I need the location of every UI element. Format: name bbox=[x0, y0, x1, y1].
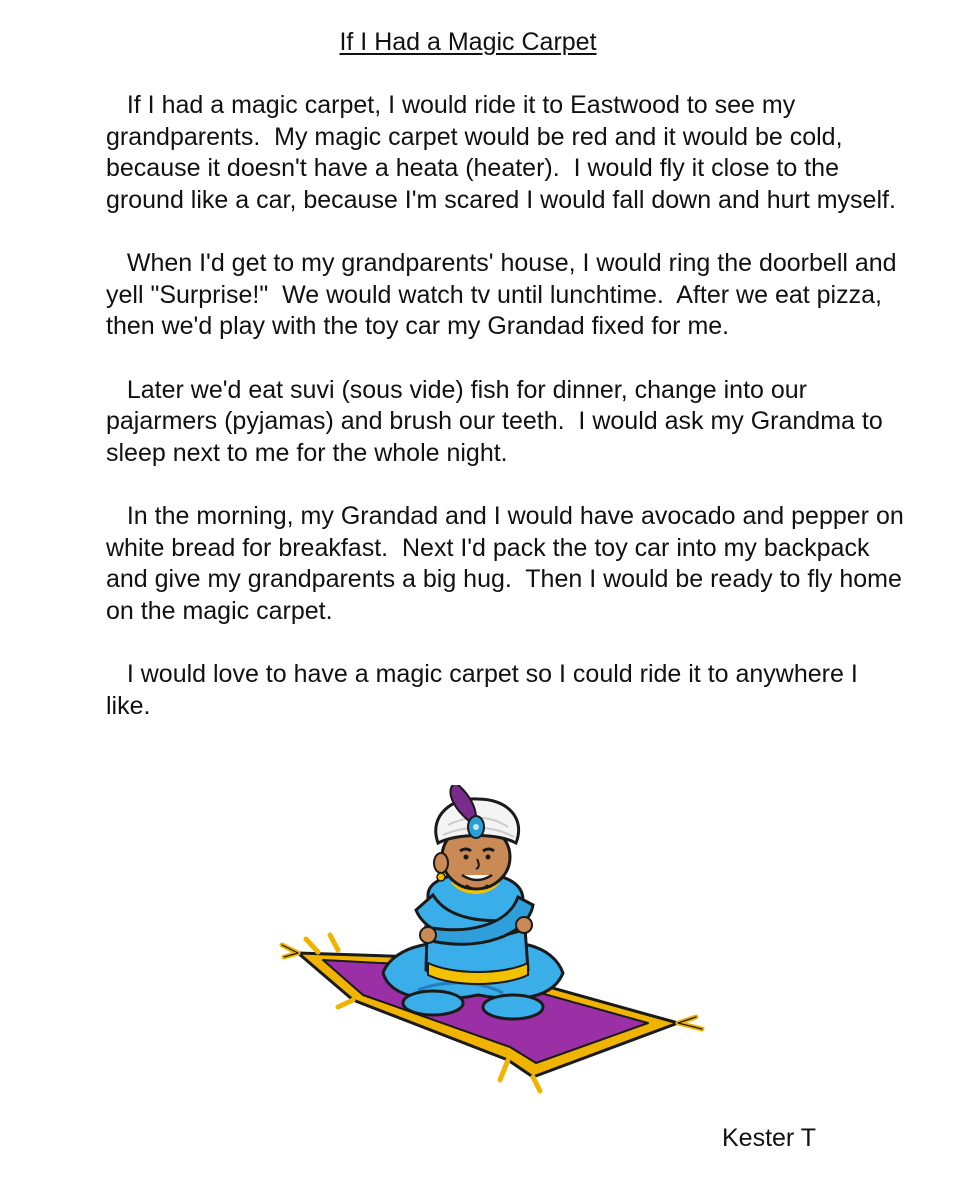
author-signature: Kester T bbox=[722, 1124, 817, 1152]
story-paragraph: If I had a magic carpet, I would ride it to Eastwood to see my grandparents. My magic carpet would be red and it would be cold, because it doesn't have a heata (heater). I would fly it close to the ground like a car, because I'm scared I would fall down and hurt myself. bbox=[106, 91, 896, 214]
story-paragraph: Later we'd eat suvi (sous vide) fish for dinner, change into our pajarmers (pyjamas) and brush our teeth. I would ask my Grandma to sleep next to me for the whole night. bbox=[106, 375, 890, 467]
story-paragraph: In the morning, my Grandad and I would have avocado and pepper on white bread for breakfast. Next I'd pack the toy car into my backpack and give my grandparents a big hug. Then I would be ready to fly home on the magic carpet. bbox=[106, 502, 911, 625]
document-title: If I Had a Magic Carpet bbox=[339, 28, 597, 56]
genie-on-magic-carpet-icon bbox=[278, 785, 708, 1095]
story-body bbox=[106, 90, 911, 722]
story-paragraph: I would love to have a magic carpet so I could ride it to anywhere I like. bbox=[106, 660, 865, 720]
story-paragraph: When I'd get to my grandparents' house, I would ring the doorbell and yell "Surprise!" We would watch tv until lunchtime. After we eat pizza, then we'd play with the toy car my Grandad fixed for me. bbox=[106, 249, 904, 340]
